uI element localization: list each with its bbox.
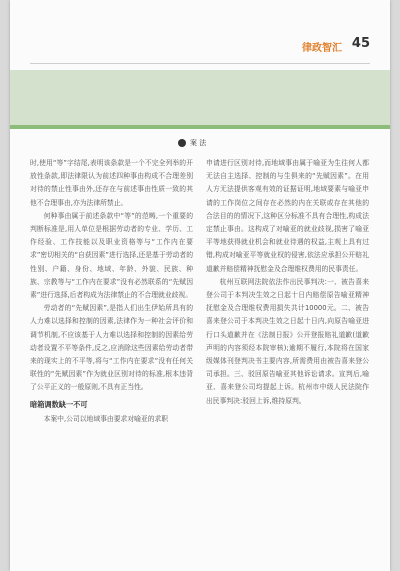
brand-label: 律政智汇 — [302, 43, 342, 54]
subheading: 暗箱调数缺一不可 — [30, 399, 88, 409]
header-band — [10, 70, 390, 125]
left-paragraph-3: 劳动者的“先赋因素”,是指人们出生伊始所具有的人力难以选择和控制的因素,法律作为一种社会评价和调节机制,不应该基于人力难以选择和控制的因素给劳动者设置不平等条件,反之,应消除这些因素给劳动者带来的现实上的不平等,将与“工作内在要求”没有任何关联性的“先赋因素”作为就业区别对待的标准,根本违背了公平正义的一般原则,不具有正当性。 — [30, 304, 193, 392]
header-rule — [30, 63, 370, 64]
section-label-text: 案 法 — [190, 139, 207, 147]
left-paragraph-4: 本案中,公司以地域事由要求对喻亚的求职 — [43, 414, 169, 423]
right-paragraph-2: 杭州互联网法院依法作出民事判决:一、被告喜来登公司于本判决生效之日起十日内赔偿原告喻亚精神抚慰金及合理维权费用损失共计10000元。二、被告喜来登公司于本判决生效之日起十日内,向原告喻亚进行口头道歉并在《法制日报》公开登报赔礼道歉(道歉声明的内容须经本院审核);逾期不履行,本院将在国家级媒体刊登判决书主要内容,所需费用由被告喜来登公司承担。三、驳回原告喻亚其他诉讼请求。宣判后,喻亚、喜来登公司均提起上诉。杭州市中级人民法院作出民事判决:驳回上诉,维持原判。 — [206, 277, 369, 405]
left-paragraph-2: 何种事由属于前述条款中“等”的范畴,一个重要的判断标准是,用人单位是根据劳动者的专业、学历、工作经验、工作技能以及职业资格等与“工作内在要求”密切相关的“自获因素”进行选择,还是基于劳动者的性别、户籍、身份、地域、年龄、外貌、民族、种族、宗教等与“工作内在要求”没有必然联系的“先赋因素”进行选择,后者构成为法律禁止的不合理就业歧视。 — [30, 211, 193, 300]
magazine-page — [10, 0, 390, 571]
right-paragraph-1: 申请进行区别对待,而地域事由属于喻亚为生往何人都无法自主选择、控制的与生俱来的“先赋因素”。在用人方无法提供客观有效的证据证明,地域要素与喻亚申请的工作岗位之间存在必然的内在关联或存在其他的合法目的的情况下,这种区分标准不具有合理性,构成法定禁止事由。这构成了对喻亚的就业歧视,损害了喻亚平等地获得就业机会和就业待遇的权益,主观上具有过错,构成对喻亚平等就业权的侵害,依法应承担公开赔礼道歉并赔偿精神抚慰金及合理维权费用的民事责任。 — [206, 159, 369, 273]
section-label — [178, 138, 206, 148]
left-paragraph-1: 时,使用“等”字结尾,表明该条款是一个不完全列举的开放性条款,即法律限认为前述四种事由构成不合理差别对待的禁止性事由外,还存在与前述事由性质一致的其他不合理事由,亦为法律所禁止。 — [30, 159, 193, 207]
left-column — [30, 157, 193, 426]
right-column — [206, 157, 369, 408]
header-band-rule — [10, 125, 390, 129]
section-icon — [178, 139, 186, 147]
page-number: 45 — [351, 36, 370, 51]
